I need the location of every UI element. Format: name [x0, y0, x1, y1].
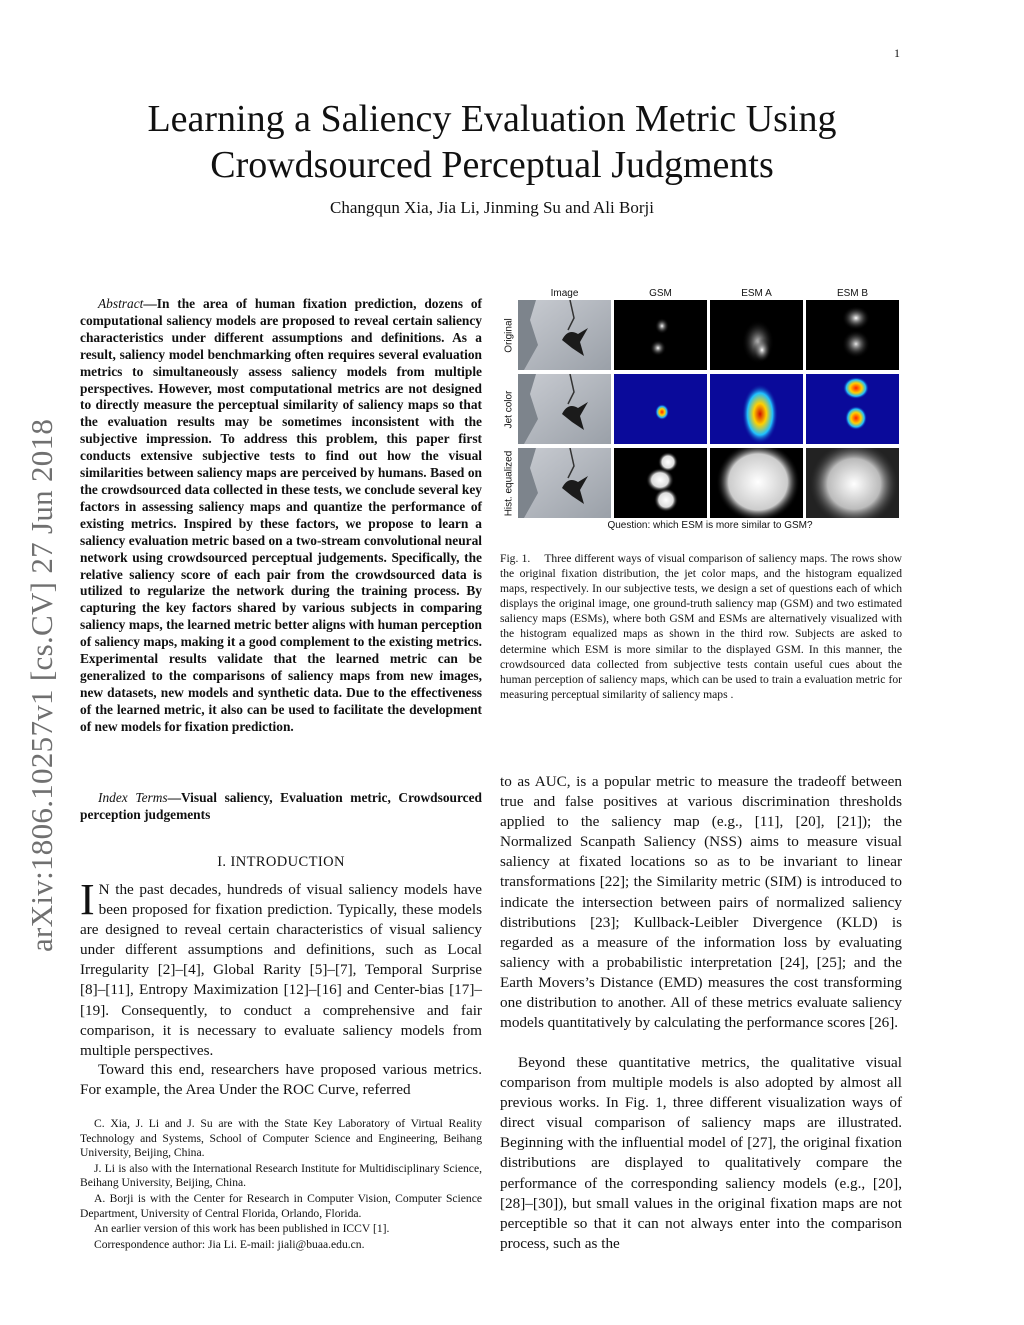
abstract: [80, 296, 482, 736]
fig-col-label-esm-a: ESM A: [741, 288, 772, 299]
footnote: J. Li is also with the International Research Institute for Multidisciplinary Science, Beihang University, Beijing, China.: [80, 1161, 482, 1190]
fig-col-label-gsm: GSM: [649, 288, 672, 299]
caption-label: Fig. 1.: [500, 552, 531, 565]
figure-caption: [500, 551, 902, 702]
fig-image-bird-jet: [518, 374, 611, 444]
author-list: Changqun Xia, Jia Li, Jinming Su and Ali Borji: [330, 198, 654, 217]
fig-esm-b-hist: [806, 448, 899, 518]
title-line-2: Crowdsourced Perceptual Judgments: [210, 144, 774, 186]
right-paragraph-2: Beyond these quantitative metrics, the qualitative visual comparison from multiple models is also adopted by almost all previous works. In Fig. 1, three different visualization ways of direct visual comparison of saliency maps are illustrated. Beginning with the influential model of [27], the original fixation distributions are displayed to qualitatively compare the performance of the corresponding saliency models (e.g., [20], [28]–[30]), but small values in the original fixation maps are not perceptible so that it can not always enter into the comparison process, such as the: [500, 1054, 902, 1252]
fig-image-bird-hist: [518, 448, 611, 518]
fig-gsm-original: [614, 300, 707, 370]
fig-row-label-hist: Hist. equalized: [503, 450, 515, 517]
fig-question: Question: which ESM is more similar to GSM?: [607, 520, 813, 531]
fig-image-bird-original: [518, 300, 611, 370]
affiliation-footnotes: [80, 1117, 482, 1253]
fig-row-label-jet: Jet color: [503, 390, 515, 429]
fig-gsm-jet: [614, 374, 707, 444]
caption-text: Three different ways of visual comparison of saliency maps. The rows show the original fixation distribution, the jet color maps, and the histogram equalized maps, respectively. In our subjective tests, we design a set of questions each of which displays the original image, one ground-truth saliency map (GSM) and two estimated saliency maps (ESMs), where both GSM and ESMs are alternatively visualized with the histogram equalized maps as shown in the third row. Subjects are asked to determine which ESM is more similar to the displayed GSM. In this manner, the crowdsourced data collected from subjective tests contain useful cues about the human perception of saliency maps, which can be used to train a evaluation metric for measuring perceptual similarity of saliency maps .: [500, 552, 903, 701]
title-line-1: Learning a Saliency Evaluation Metric Using: [147, 98, 837, 140]
fig-col-label-esm-b: ESM B: [836, 288, 869, 299]
abstract-body: —In the area of human fixation prediction, dozens of computational saliency models are proposed to reveal certain saliency characteristics under different assumptions and definitions. As a result, saliency model benchmarking often requires several evaluation metrics to simultaneously assess saliency models from multiple perspectives. However, most computational metrics are not designed to directly measure the perceptual similarity of saliency maps so that the evaluation results may be sometimes inconsistent with the subjective impression. To address this problem, this paper first conducts extensive subjective tests to find out how the visual similarities between saliency maps are perceived by humans. Based on the crowdsourced data collected in these tests, we conclude several key factors in assessing saliency maps and quantize the performance of existing metrics. Inspired by these factors, we propose to learn a saliency evaluation metric based on a two-stream convolutional neural network using crowdsourced perceptual judgements. Specifically, the relative saliency score of each pair from the crowdsourced data is utilized to regularize the network during the training process. By capturing the key factors shared by various subjects in comparing saliency maps, the learned metric better aligns with human perception of saliency maps, making it a good complement to the existing metrics. Experimental results validate that the learned metric can be generalized to the comparisons of saliency maps from new images, new datasets, new models and synthetic data. Due to the effectiveness of the learned metric, it also can be used to facilitate the development of new models for fixation prediction.: [80, 296, 482, 734]
fig-gsm-hist: [614, 448, 707, 518]
fig-esm-b-jet: [806, 374, 899, 444]
footnote: Correspondence author: Jia Li. E-mail: jiali@buaa.edu.cn.: [94, 1237, 365, 1251]
fig-esm-a-original: [710, 300, 803, 370]
right-paragraph-1: to as AUC, is a popular metric to measure the tradeoff between true and false positives at various discrimination thresholds applied to the saliency map (e.g., [11], [20], [21]); the Normalized Scanpath Saliency (NSS) aims to measure visual saliency at fixated locations so as to be invariant to linear transformations [22]; the Similarity metric (SIM) is introduced to indicate the intersection between pairs of normalized saliency distributions [23]; Kullback-Leibler Divergence (KLD) is regarded as a measure of the information loss by evaluating saliency with a probabilistic interpretation [24], [25]; and the Earth Movers’s Distance (EMD) measures the cost transforming one distribution to another. All of these metrics evaluate saliency models quantitatively by calculating the performance scores [26].: [500, 773, 902, 1032]
intro-p1-text: N the past decades, hundreds of visual saliency models have been proposed for fixation prediction. Typically, these models are designed to reveal certain characteristics of visual saliency under different assumptions and definitions, such as Local Irregularity [2]–[4], Global Rarity [5]–[7], Temporal Surprise [8]–[11], Entropy Maximization [12]–[16] and Center-bias [17]–[19]. Consequently, to conduct a comprehensive and fair comparison, it is necessary to evaluate saliency models from multiple perspectives.: [80, 881, 482, 1059]
index-terms-lead: Index Terms: [98, 790, 168, 805]
arxiv-identifier: arXiv:1806.10257v1 [cs.CV] 27 Jun 2018: [24, 418, 59, 952]
index-terms: [80, 790, 482, 824]
intro-paragraph-2: Toward this end, researchers have proposed various metrics. For example, the Area Under the ROC Curve, referred: [80, 1061, 482, 1099]
fig-col-label-image: Image: [550, 288, 579, 299]
figure-1: [500, 282, 910, 532]
index-terms-body: —Visual saliency, Evaluation metric, Crowdsourced perception judgements: [80, 790, 482, 822]
footnote: C. Xia, J. Li and J. Su are with the State Key Laboratory of Virtual Reality Technology and Systems, School of Computer Science and Engineering, Beihang University, Beijing, China.: [80, 1117, 482, 1160]
fig-esm-b-original: [806, 300, 899, 370]
intro-paragraph-1: [80, 875, 482, 1061]
paper-title: [0, 96, 984, 188]
fig-esm-a-hist: [710, 448, 803, 518]
page-number: 1: [894, 46, 900, 60]
footnote: A. Borji is with the Center for Research in Computer Vision, Computer Science Department, University of Central Florida, Orlando, Florida.: [80, 1191, 482, 1220]
section-heading-introduction: I. INTRODUCTION: [217, 854, 345, 870]
abstract-lead: Abstract: [98, 296, 144, 311]
fig-esm-a-jet: [710, 374, 803, 444]
fig-row-label-original: Original: [503, 318, 515, 353]
drop-cap: I: [80, 875, 95, 924]
footnote: An earlier version of this work has been published in ICCV [1].: [94, 1222, 390, 1236]
